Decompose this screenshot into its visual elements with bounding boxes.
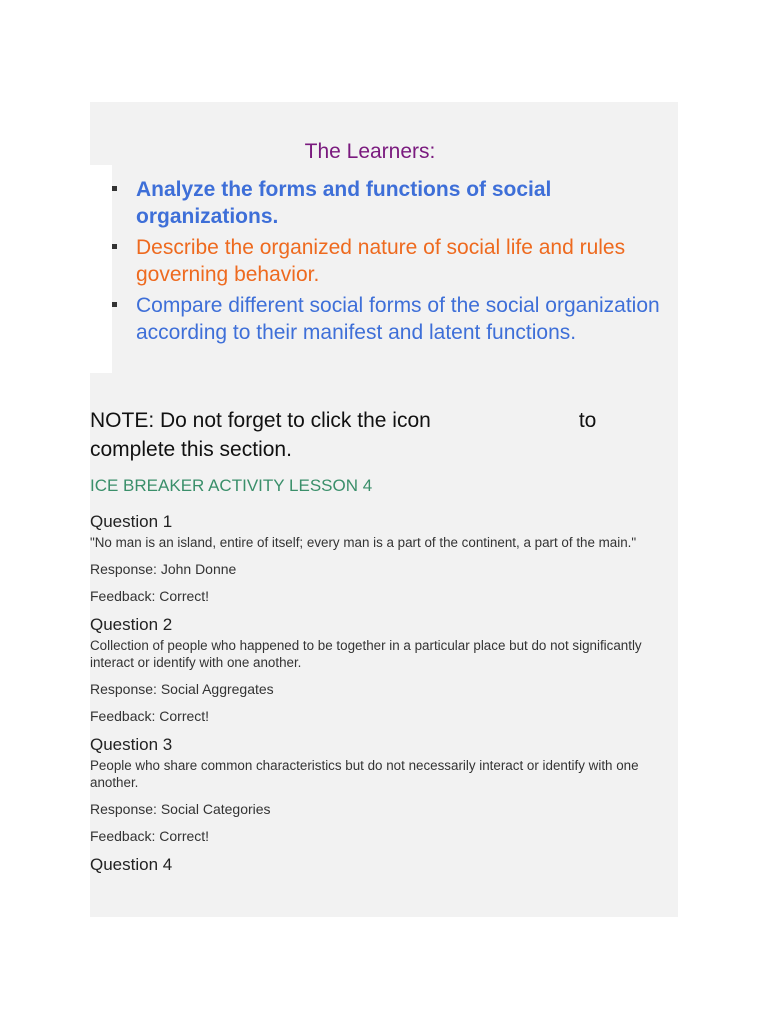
square-bullet-icon [112, 302, 117, 307]
question-text: Collection of people who happened to be together in a particular place but do not significantly interact or identify with one another. [90, 638, 642, 670]
note-paragraph [90, 406, 650, 464]
question-block [90, 735, 678, 845]
objective-item [112, 176, 672, 230]
objectives-list [112, 176, 672, 350]
question-feedback: Feedback: Correct! [90, 588, 210, 604]
objective-text: Compare different social forms of the social organization according to their manifest and latent functions. [136, 294, 660, 344]
activity-title: ICE BREAKER ACTIVITY LESSON 4 [90, 476, 373, 495]
question-feedback: Feedback: Correct! [90, 708, 210, 724]
note-text-after: to complete this section. [90, 409, 597, 461]
objectives-box [90, 165, 112, 373]
question-heading: Question 2 [90, 615, 173, 634]
questions-list [90, 512, 678, 885]
objective-item [112, 292, 672, 346]
question-block [90, 615, 678, 725]
question-block [90, 512, 678, 605]
square-bullet-icon [112, 244, 117, 249]
question-heading: Question 4 [90, 855, 173, 874]
note-text-before: NOTE: Do not forget to click the icon [90, 409, 431, 432]
question-text: "No man is an island, entire of itself; every man is a part of the continent, a part of the main." [90, 535, 637, 550]
square-bullet-icon [112, 186, 117, 191]
question-heading: Question 1 [90, 512, 173, 531]
objective-text: Analyze the forms and functions of social organizations. [136, 178, 552, 228]
question-response: Response: Social Categories [90, 801, 271, 817]
question-block [90, 855, 678, 875]
learners-title: The Learners: [304, 140, 436, 163]
question-heading: Question 3 [90, 735, 173, 754]
document-content [90, 102, 678, 917]
objective-text: Describe the organized nature of social life and rules governing behavior. [136, 236, 626, 286]
question-response: Response: Social Aggregates [90, 681, 274, 697]
question-feedback: Feedback: Correct! [90, 828, 210, 844]
question-text: People who share common characteristics but do not necessarily interact or identify with one another. [90, 758, 639, 790]
objective-item [112, 234, 672, 288]
question-response: Response: John Donne [90, 561, 237, 577]
